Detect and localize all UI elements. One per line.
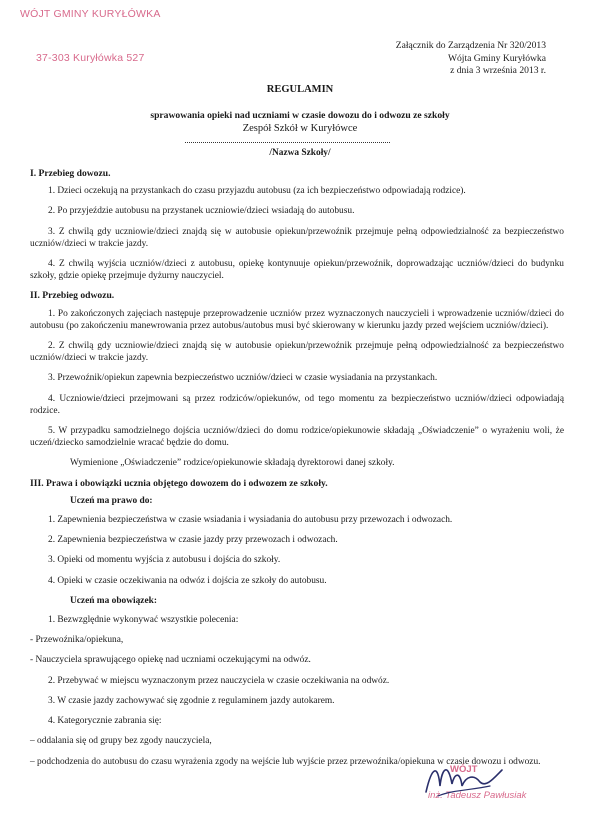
duty-subitem: – oddalania się od grupy bez zgody nauczyciela, <box>30 736 212 747</box>
section-2-item: 5. W przypadku samodzielnego dojścia uczniów/dzieci do domu rodzice/opiekunowie składają „Oświadczenie” o wyrażeniu woli, że uczeń/dziecko samodzielnie wracać będzie do domu. <box>30 426 564 449</box>
document-body <box>30 168 564 776</box>
duty-item: 1. Bezwzględnie wykonywać wszystkie polecenia: <box>48 615 239 626</box>
section-2-item: 3. Przewoźnik/opiekun zapewnia bezpieczeństwo uczniów/dzieci w czasie wysiadania na przystankach. <box>48 373 438 384</box>
section-1-item: 1. Dzieci oczekują na przystankach do czasu przyjazdu autobusu (za ich bezpieczeństwo odpowiadają rodzice). <box>48 186 466 197</box>
duty-item: 3. W czasie jazdy zachowywać się zgodnie z regulaminem jazdy autokarem. <box>48 695 335 706</box>
section-2-item: 2. Z chwilą gdy uczniowie/dzieci znajdą się w autobusie opiekun/przewoźnik przejmuje pełną odpowiedzialność za bezpieczeństwo uczniów/dzieci w trakcie jazdy. <box>30 341 564 364</box>
rights-heading: Uczeń ma prawo do: <box>70 495 153 506</box>
annex-line-2: Wójta Gminy Kuryłówka <box>447 52 546 64</box>
office-stamp-title: WÓJT GMINY KURYŁÓWKA <box>20 8 161 20</box>
section-1-item: 2. Po przyjeździe autobusu na przystanek uczniowie/dzieci wsiadają do autobusu. <box>48 206 355 217</box>
duty-subitem: - Przewoźnika/opiekuna, <box>30 635 124 646</box>
section-2-item: 4. Uczniowie/dzieci przejmowani są przez rodziców/opiekunów, od tego momentu za bezpieczeństwo uczniów/dzieci odpowiadają rodzice. <box>30 393 564 416</box>
section-1-heading: I. Przebieg dowozu. <box>30 168 111 179</box>
right-item: 1. Zapewnienia bezpieczeństwa w czasie wsiadania i wysiadania do autobusu przy przewozach i odwozach. <box>48 515 453 526</box>
school-name-label: /Nazwa Szkoły/ <box>269 148 331 158</box>
section-1-item: 3. Z chwilą gdy uczniowie/dzieci znajdą się w autobusie opiekun/przewoźnik przejmuje pełną odpowiedzialność za bezpieczeństwo uczniów/dzieci w trakcie jazdy. <box>30 226 564 249</box>
document-title: REGULAMIN <box>266 84 334 95</box>
document-subtitle: sprawowania opieki nad uczniami w czasie dowozu do i odwozu ze szkoły <box>150 110 450 121</box>
right-item: 4. Opieki w czasie oczekiwania na odwóz i dojścia ze szkoły do autobusu. <box>48 575 327 586</box>
duty-subitem: – podchodzenia do autobusu do czasu wyrażenia zgody na wejście lub wyjście przez przewoźnika/opiekuna w czasie dowozu i odwozu. <box>30 756 541 767</box>
duty-item: 4. Kategorycznie zabrania się: <box>48 716 162 727</box>
right-item: 2. Zapewnienia bezpieczeństwa w czasie jazdy przy przewozach i odwozach. <box>48 535 338 546</box>
section-2-heading: II. Przebieg odwozu. <box>30 290 115 302</box>
office-stamp-address: 37-303 Kuryłówka 527 <box>36 52 145 64</box>
duty-subitem: - Nauczyciela sprawującego opiekę nad uczniami oczekującymi na odwóz. <box>30 655 311 666</box>
school-name: Zespół Szkół w Kuryłówce <box>242 123 358 134</box>
section-1-item: 4. Z chwilą wyjścia uczniów/dzieci z autobusu, opiekę kontynuuje opiekun/przewoźnik, doprowadzając uczniów/dzieci do budynku szkoły, gdzie opiekę przejmuje dyżurny nauczyciel. <box>30 259 564 282</box>
duties-heading: Uczeń ma obowiązek: <box>70 595 157 606</box>
handwritten-signature-icon <box>418 756 508 806</box>
annex-line-1: Załącznik do Zarządzenia Nr 320/2013 <box>395 40 546 51</box>
section-3-heading: III. Prawa i obowiązki ucznia objętego dowozem do i odwozem ze szkoły. <box>30 477 328 489</box>
annex-note <box>396 40 546 78</box>
right-item: 3. Opieki od momentu wyjścia z autobusu i dojścia do szkoły. <box>48 555 281 566</box>
section-2-item: 1. Po zakończonych zajęciach następuje przeprowadzenie uczniów przez wyznaczonych nauczycieli i wprowadzenie uczniów/dzieci do autobusu (po zakończeniu manewrowania przez autobus/autobus musi być skierowany w kierunku jazdy przed wejściem uczniów/dzieci). <box>30 308 564 331</box>
duty-item: 2. Przebywać w miejscu wyznaczonym przez nauczyciela w czasie oczekiwania na odwóz. <box>48 675 390 686</box>
signature-stamp: WÓJT <box>450 764 478 775</box>
signatory-name: inż. Tadeusz Pawłusiak <box>428 790 527 801</box>
annex-line-3: z dnia 3 września 2013 r. <box>450 65 546 76</box>
dotted-line <box>185 142 390 143</box>
section-2-note: Wymienione „Oświadczenie” rodzice/opiekunowie składają dyrektorowi danej szkoły. <box>70 458 395 469</box>
